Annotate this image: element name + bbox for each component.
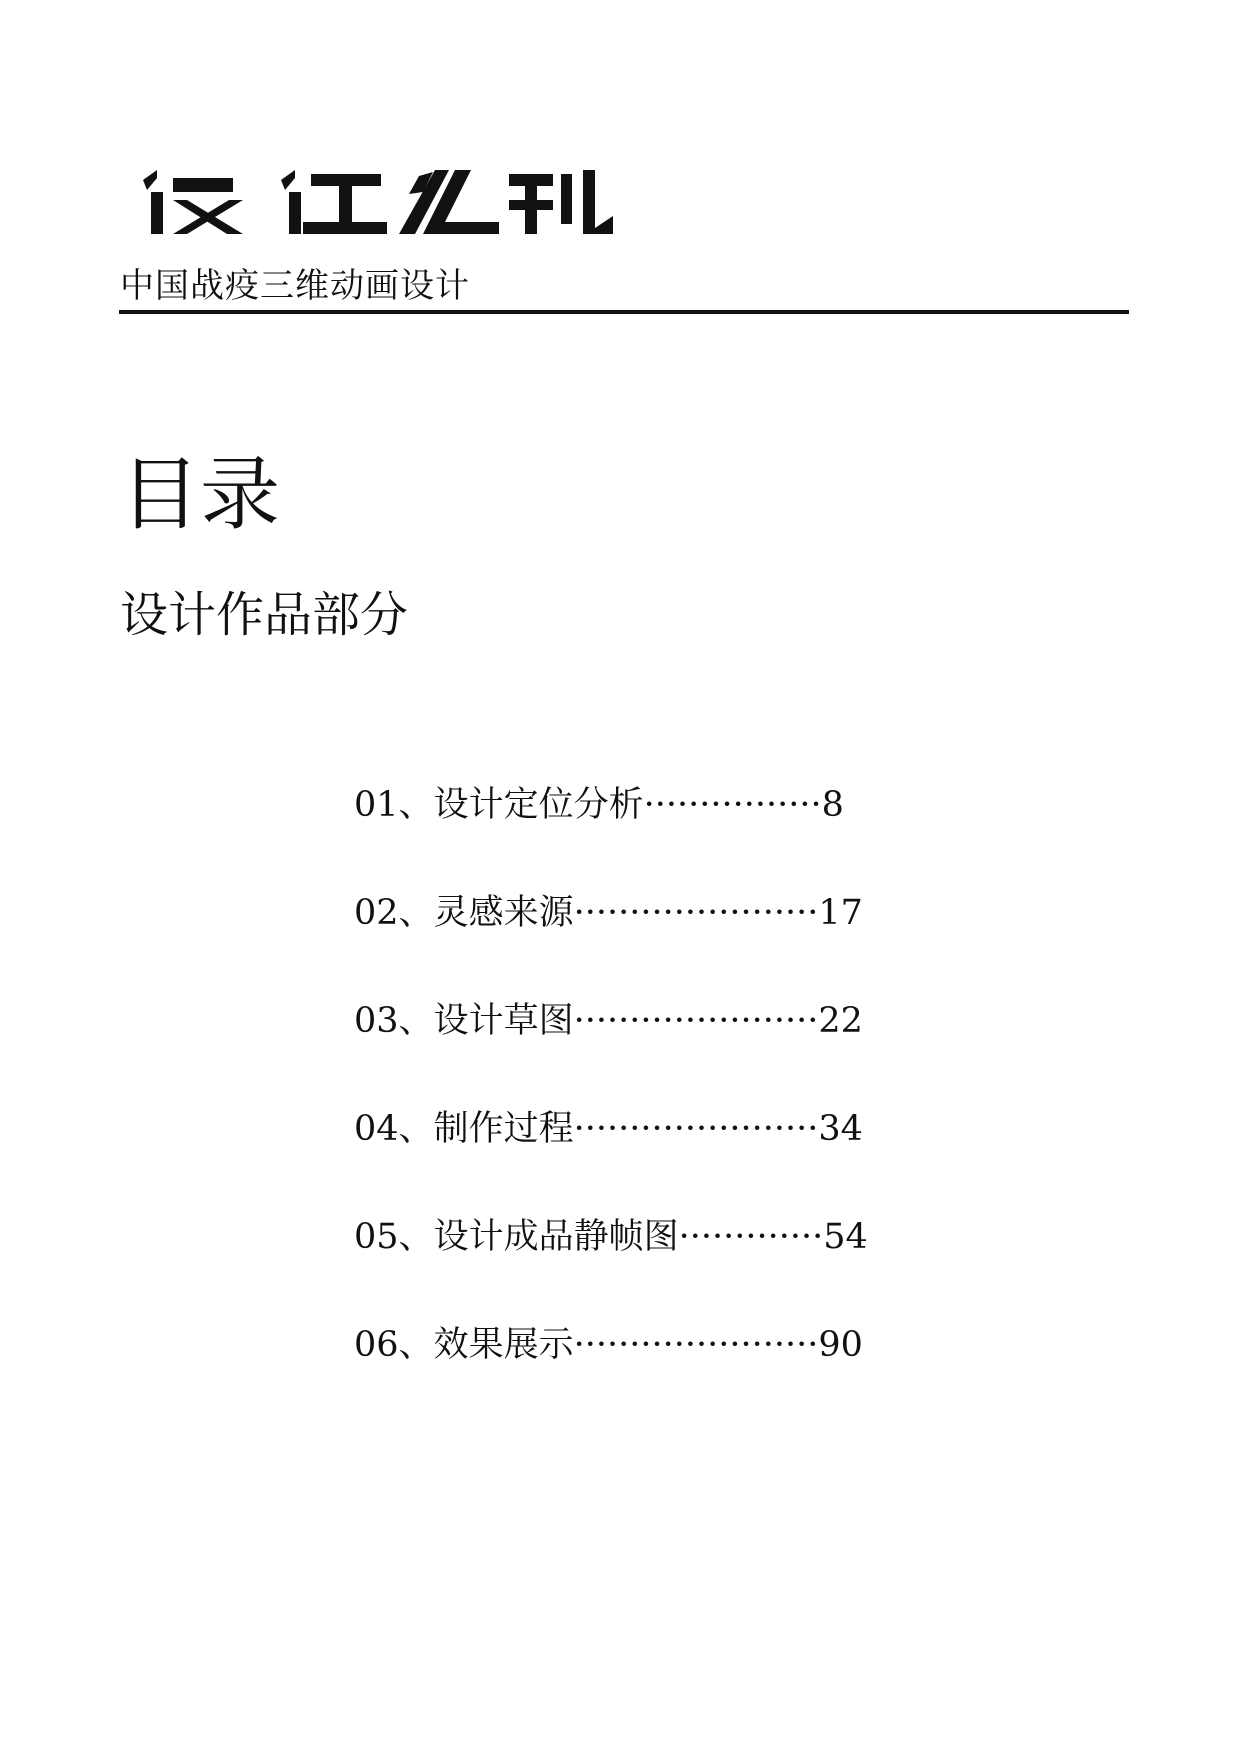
toc-entry[interactable] bbox=[354, 1104, 914, 1212]
header-divider bbox=[119, 310, 1129, 314]
toc-entry[interactable] bbox=[354, 780, 914, 888]
toc-entry-page: 17 bbox=[818, 893, 863, 933]
toc-entry-leader: ················ bbox=[643, 785, 822, 825]
document-subtitle: 中国战疫三维动画设计 bbox=[120, 266, 470, 306]
header-logo bbox=[143, 170, 613, 236]
toc-entry[interactable] bbox=[354, 888, 914, 996]
toc-entry-separator: 、 bbox=[398, 1217, 434, 1257]
toc-section-title: 设计作品部分 bbox=[120, 587, 409, 643]
toc-title: 目录 bbox=[120, 448, 280, 541]
toc-entry[interactable] bbox=[354, 996, 914, 1104]
toc-entry-leader: ······················ bbox=[573, 1001, 819, 1041]
toc-entry-page: 34 bbox=[818, 1109, 863, 1149]
toc-entry-number: 04 bbox=[354, 1109, 399, 1149]
toc-entry-label: 设计定位分析 bbox=[433, 785, 644, 825]
toc-entry-number: 06 bbox=[354, 1325, 399, 1365]
toc-entry-page: 90 bbox=[818, 1325, 863, 1365]
toc-entry-label: 灵感来源 bbox=[433, 893, 574, 933]
toc-entry-separator: 、 bbox=[398, 1109, 434, 1149]
toc-entry-number: 02 bbox=[354, 893, 399, 933]
toc-entry-number: 05 bbox=[354, 1217, 399, 1257]
toc-entry[interactable] bbox=[354, 1212, 914, 1320]
toc-entry-leader: ······················ bbox=[573, 1109, 819, 1149]
toc-entry-page: 54 bbox=[823, 1217, 868, 1257]
toc-entry[interactable] bbox=[354, 1320, 914, 1428]
toc-entry-page: 8 bbox=[821, 785, 844, 825]
toc-entry-separator: 、 bbox=[398, 1001, 434, 1041]
toc-entry-number: 03 bbox=[354, 1001, 399, 1041]
toc-entry-label: 效果展示 bbox=[433, 1325, 574, 1365]
toc-entry-separator: 、 bbox=[398, 1325, 434, 1365]
toc-list bbox=[354, 780, 914, 1428]
toc-entry-label: 制作过程 bbox=[433, 1109, 574, 1149]
toc-entry-separator: 、 bbox=[398, 893, 434, 933]
toc-entry-separator: 、 bbox=[398, 785, 434, 825]
toc-entry-leader: ······················ bbox=[573, 893, 819, 933]
toc-entry-number: 01 bbox=[354, 785, 399, 825]
toc-entry-label: 设计成品静帧图 bbox=[433, 1217, 679, 1257]
toc-entry-leader: ············· bbox=[678, 1217, 824, 1257]
toc-entry-leader: ······················ bbox=[573, 1325, 819, 1365]
toc-entry-label: 设计草图 bbox=[433, 1001, 574, 1041]
toc-entry-page: 22 bbox=[818, 1001, 863, 1041]
